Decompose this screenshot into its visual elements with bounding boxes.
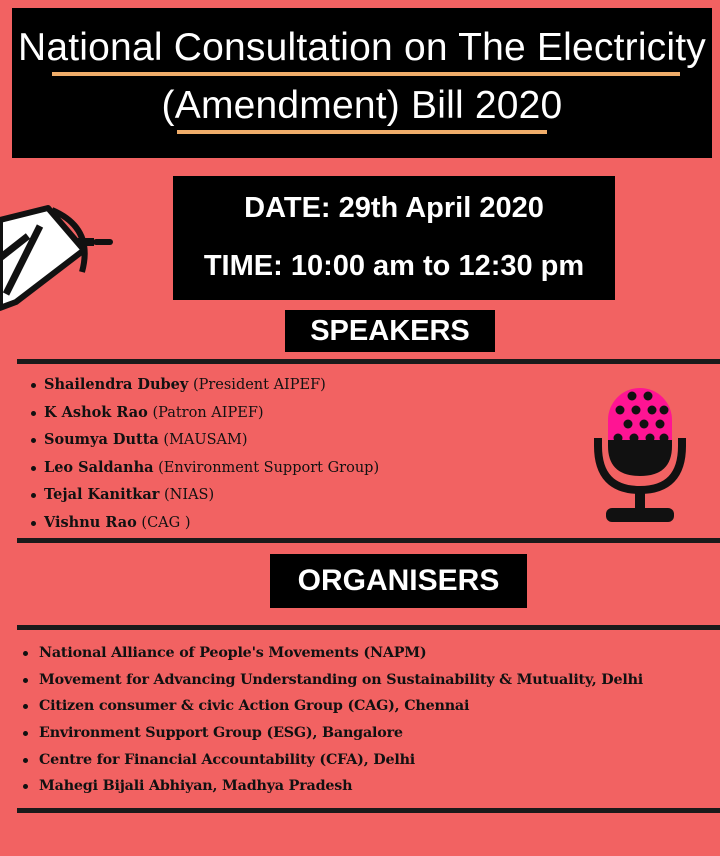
- title-line-1: National Consultation on The Electricity: [18, 26, 706, 69]
- speakers-heading: SPEAKERS: [285, 310, 495, 352]
- event-time: TIME: 10:00 am to 12:30 pm: [203, 250, 585, 282]
- organisers-heading: ORGANISERS: [270, 554, 527, 608]
- organisers-bottom-rule: [17, 808, 720, 813]
- list-item: Centre for Financial Accountability (CFA), Delhi: [23, 749, 643, 776]
- title-banner: [12, 8, 712, 158]
- date-time-box: [173, 176, 615, 300]
- event-date: DATE: 29th April 2020: [244, 192, 544, 224]
- list-item: Shailendra Dubey (President AIPEF): [31, 374, 379, 402]
- microphone-icon: [588, 380, 692, 526]
- speakers-list: [31, 374, 379, 539]
- list-item: Tejal Kanitkar (NIAS): [31, 484, 379, 512]
- title-underline-2: [177, 130, 547, 134]
- organisers-list: [23, 642, 643, 802]
- list-item: National Alliance of People's Movements (NAPM): [23, 642, 643, 669]
- list-item: Soumya Dutta (MAUSAM): [31, 429, 379, 457]
- list-item: K Ashok Rao (Patron AIPEF): [31, 402, 379, 430]
- title-underline-1: [52, 72, 680, 76]
- list-item: Movement for Advancing Understanding on Sustainability & Mutuality, Delhi: [23, 669, 643, 696]
- megaphone-icon: [0, 198, 115, 326]
- list-item: Leo Saldanha (Environment Support Group): [31, 457, 379, 485]
- speakers-bottom-rule: [17, 538, 720, 543]
- list-item: Citizen consumer & civic Action Group (CAG), Chennai: [23, 695, 643, 722]
- list-item: Vishnu Rao (CAG ): [31, 512, 379, 540]
- list-item: Environment Support Group (ESG), Bangalore: [23, 722, 643, 749]
- title-line-2: (Amendment) Bill 2020: [161, 84, 563, 127]
- speakers-top-rule: [17, 359, 720, 364]
- list-item: Mahegi Bijali Abhiyan, Madhya Pradesh: [23, 775, 643, 802]
- organisers-top-rule: [17, 625, 720, 630]
